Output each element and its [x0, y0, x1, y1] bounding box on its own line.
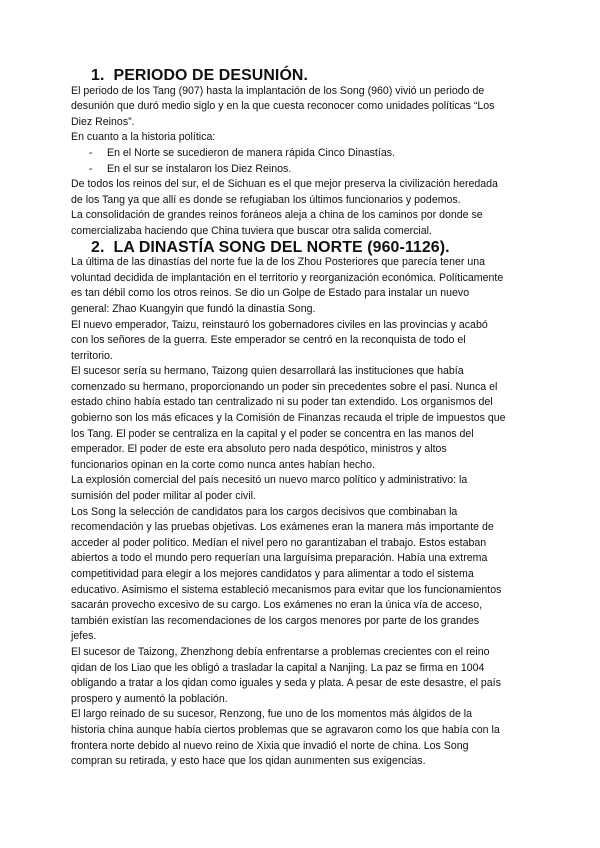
text-line: competitividad para elegir a los mejores candidatos y para alimentar a todo el sistema — [71, 568, 474, 580]
text-line: comercializaba haciendo que China tuviera que buscar otra salida comercial. — [71, 224, 432, 237]
text-line: los Tang. El poder se centraliza en la capital y el poder se concentra en las manos del — [71, 427, 474, 440]
paragraph-2-2 — [71, 318, 533, 365]
text-line: En cuanto a la historia política: — [71, 131, 216, 144]
text-line: educativo. Asimismo el sistema estableció mecanismos para evitar que los funcionamientos — [71, 583, 502, 596]
text-line: El largo reinado de su sucesor, Renzong, fue uno de los momentos más álgidos de la — [71, 708, 473, 721]
text-line: funcionarios opinan en la corte como nunca antes habían hecho. — [71, 458, 375, 471]
text-line: De todos los reinos del sur, el de Sichuan es el que mejor preserva la civilización heredada — [71, 178, 498, 191]
paragraph-1-1 — [71, 84, 533, 131]
text-line: también existían las recomendaciones de los cargos menores por parte de los grandes — [71, 614, 480, 627]
dash-marker: - — [89, 146, 93, 159]
section-title-2: LA DINASTÍA SONG DEL NORTE (960-1126). — [113, 238, 450, 256]
text-line: Los Song la selección de candidatos para los cargos decisivos que combinaban la — [71, 505, 458, 518]
text-line: obligando a tratar a los qidan como iguales y seda y plata. A pesar de este desastre, el país — [71, 677, 501, 690]
paragraph-2-7 — [71, 707, 533, 769]
text-line: sacarán provecho excesivo de su cargo. Los exámenes no eran la única vía de acceso, — [71, 599, 483, 612]
paragraph-2-4 — [71, 473, 533, 504]
text-line: qidan de los Liao que les obligó a trasladar la capital a Nanjing. La paz se firma en 1004 — [71, 661, 485, 674]
text-line: recomendación y las pruebas objetivas. Los exámenes eran la manera más importante de — [71, 521, 494, 534]
text-line: La última de las dinastías del norte fue la de los Zhou Posteriores que parecía tener una — [71, 256, 485, 269]
text-line: territorio. — [71, 349, 113, 362]
paragraph-1-4 — [71, 208, 533, 239]
list-item — [71, 146, 533, 162]
text-line: El sucesor de Taizong, Zhenzhong debía enfrentarse a problemas crecientes con el reino — [71, 645, 490, 658]
text-line: compran su retirada, y esto hace que los qidan aunımenten sus exigencias. — [71, 755, 426, 768]
list-item-text: En el Norte se sucedieron de manera rápida Cinco Dinastías. — [107, 146, 395, 159]
text-line: emperador. El poder de este era absoluto pero nada despótico, ministros y altos — [71, 443, 447, 456]
text-line: jefes. — [71, 630, 97, 643]
paragraph-2-3 — [71, 364, 533, 473]
text-line: estado chino había estado tan centralizado ni su poder tan extendido. Los organismos del — [71, 396, 493, 409]
section-heading-1 — [71, 68, 533, 84]
text-line: abiertos a todo el mundo pero requerían una larguísima preparación. Había una extrema — [71, 552, 488, 565]
list-item — [71, 162, 533, 178]
text-line: desunión que duró medio siglo y en la que cuesta reconocer como unidades políticas “Los — [71, 100, 495, 113]
text-line: prospero y aumentó la población. — [71, 692, 228, 705]
section-2-body — [71, 255, 533, 770]
list-item-text: En el sur se instalaron los Diez Reinos. — [107, 162, 292, 175]
text-line: El periodo de los Tang (907) hasta la implantación de los Song (960) vivió un periodo de — [71, 84, 485, 97]
text-line: frontera norte debido al nuevo reino de Xixia que invadió el norte de china. Los Song — [71, 739, 469, 752]
text-line: historia china aunque había ciertos problemas que se agravaron como los que había con la — [71, 723, 500, 736]
paragraph-1-3 — [71, 177, 533, 208]
text-line: acceder al poder político. Medían el nivel pero no garantizaban el trabajo. Estos estaban — [71, 536, 487, 549]
section-title-1: PERIODO DE DESUNIÓN. — [113, 67, 308, 84]
text-line: La explosión comercial del país necesitó un nuevo marco político y administrativo: la — [71, 474, 468, 487]
text-line: Diez Reinos”. — [71, 115, 135, 128]
text-line: voluntad decidida de implantación en el territorio y reorganización económica. Políticamente — [71, 271, 504, 284]
text-line: El nuevo emperador, Taizu, reinstauró los gobernadores civiles en las provincias y acabó — [71, 318, 488, 331]
text-line: gobierno son los más eficaces y la Comisión de Finanzas recauda el triple de impuestos que — [71, 412, 506, 425]
text-line: La consolidación de grandes reinos foráneos aleja a china de los caminos por donde se — [71, 209, 483, 222]
text-line: con los señores de la guerra. Este emperador se centró en la reconquista de todo el — [71, 334, 466, 347]
paragraph-2-5 — [71, 505, 533, 645]
text-line: es tan débil como los otros reinos. Se dio un Golpe de Estado para instalar un nuevo — [71, 287, 470, 300]
text-line: general: Zhao Kuangyin que fundó la dinastía Song. — [71, 302, 316, 315]
text-line: comenzado su hermano, proporcionando un poder sin precedentes sobre el pasi. Nunca el — [71, 380, 498, 393]
section-number-1: 1. — [91, 67, 105, 84]
document-body — [71, 68, 533, 770]
paragraph-2-6 — [71, 645, 533, 707]
dash-marker: - — [89, 162, 93, 175]
text-line: de los Tang ya que allí es donde se refugiaban los últimos funcionarios y podemos. — [71, 193, 461, 206]
section-heading-2 — [71, 240, 533, 256]
paragraph-2-1 — [71, 255, 533, 317]
dash-list — [71, 146, 533, 177]
text-line: sumisión del poder militar al poder civil. — [71, 490, 256, 503]
text-line: El sucesor sería su hermano, Taizong quien desarrollará las instituciones que había — [71, 365, 464, 378]
paragraph-1-2 — [71, 130, 533, 146]
section-number-2: 2. — [91, 238, 105, 256]
